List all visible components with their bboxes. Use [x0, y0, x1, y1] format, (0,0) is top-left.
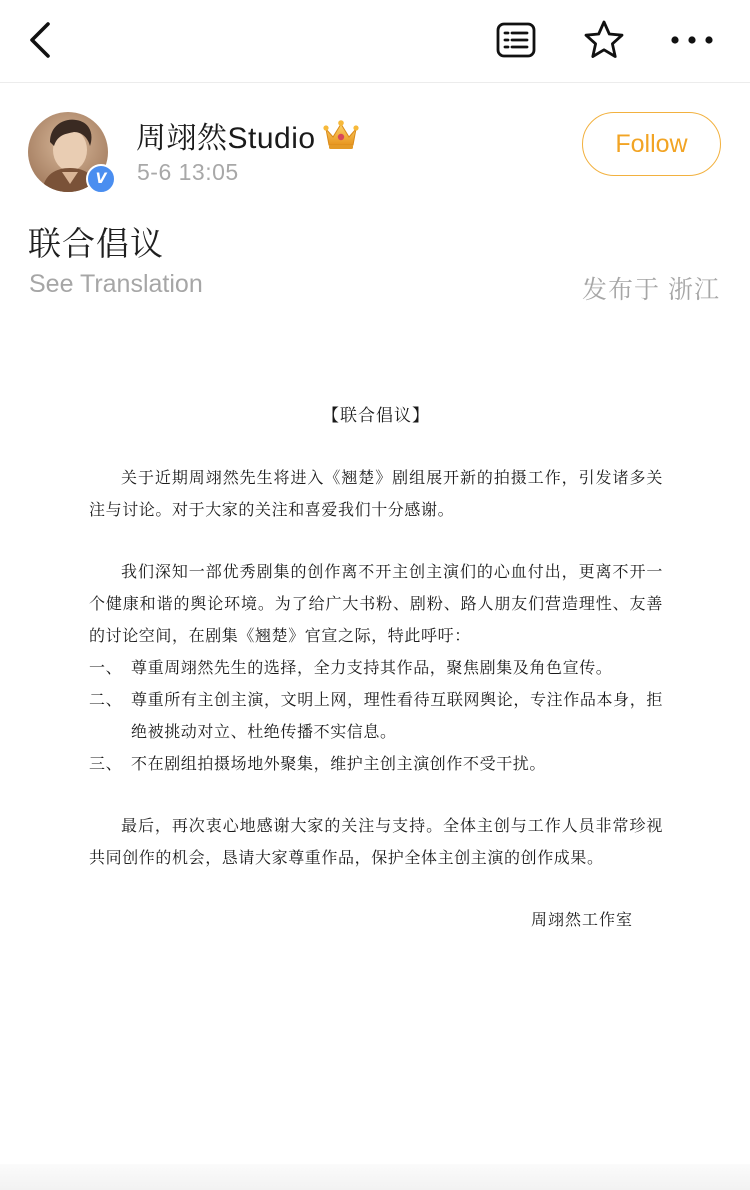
bottom-edge	[0, 1164, 750, 1190]
document-list-item	[89, 652, 663, 684]
follow-button[interactable]: Follow	[582, 112, 721, 176]
more-button[interactable]	[668, 18, 716, 62]
post-image[interactable]	[0, 318, 750, 1164]
verified-mark: V	[95, 171, 107, 187]
document-paragraph-1: 关于近期周翊然先生将进入《翘楚》剧组展开新的拍摄工作，引发诸多关注与讨论。对于大家的关注和喜爱我们十分感谢。	[89, 468, 663, 519]
chevron-left-icon	[20, 18, 64, 62]
see-translation-link[interactable]: See Translation	[29, 270, 203, 298]
verified-badge	[86, 164, 116, 194]
document-signature: 周翊然工作室	[530, 910, 633, 929]
post-text: 联合倡议	[28, 225, 164, 262]
list-item-text: 尊重周翊然先生的选择，全力支持其作品，聚焦剧集及角色宣传。	[131, 658, 613, 677]
list-item-number: 一、	[89, 658, 123, 677]
list-item-text: 尊重所有主创主演，文明上网，理性看待互联网舆论，专注作品本身，拒绝被挑动对立、杜绝传播不实信息。	[131, 690, 663, 741]
document-list-item	[89, 684, 663, 748]
reader-mode-button[interactable]	[494, 18, 538, 62]
back-button[interactable]	[20, 18, 64, 62]
document-content	[89, 400, 663, 936]
crown-icon	[322, 119, 360, 151]
post-timestamp: 5-6 13:05	[137, 159, 239, 185]
more-horizontal-icon	[670, 34, 714, 46]
document-list-item	[89, 748, 663, 780]
list-item-number: 二、	[89, 690, 123, 709]
paragraph-gap	[89, 780, 663, 810]
author-avatar-container[interactable]	[28, 112, 110, 194]
star-icon	[582, 18, 626, 62]
post-location: 发布于 浙江	[582, 276, 720, 304]
document-paragraph-2: 我们深知一部优秀剧集的创作离不开主创主演们的心血付出，更离不开一个健康和谐的舆论环境。为了给广大书粉、剧粉、路人朋友们营造理性、友善的讨论空间，在剧集《翘楚》官宣之际，特此呼吁：	[89, 562, 663, 645]
favorite-button[interactable]	[581, 17, 627, 63]
document-paragraph-3: 最后，再次衷心地感谢大家的关注与支持。全体主创与工作人员非常珍视共同创作的机会，恳请大家尊重作品，保护全体主创主演的创作成果。	[89, 816, 663, 867]
list-item-text: 不在剧组拍摄场地外聚集，维护主创主演创作不受干扰。	[131, 754, 547, 773]
list-item-number: 三、	[89, 754, 123, 773]
top-nav-bar	[0, 0, 750, 83]
reader-mode-icon	[496, 22, 536, 58]
author-name-row[interactable]	[136, 114, 360, 156]
author-name[interactable]: 周翊然Studio	[136, 122, 316, 155]
document-title: 【联合倡议】	[322, 406, 430, 426]
paragraph-gap	[89, 526, 663, 556]
